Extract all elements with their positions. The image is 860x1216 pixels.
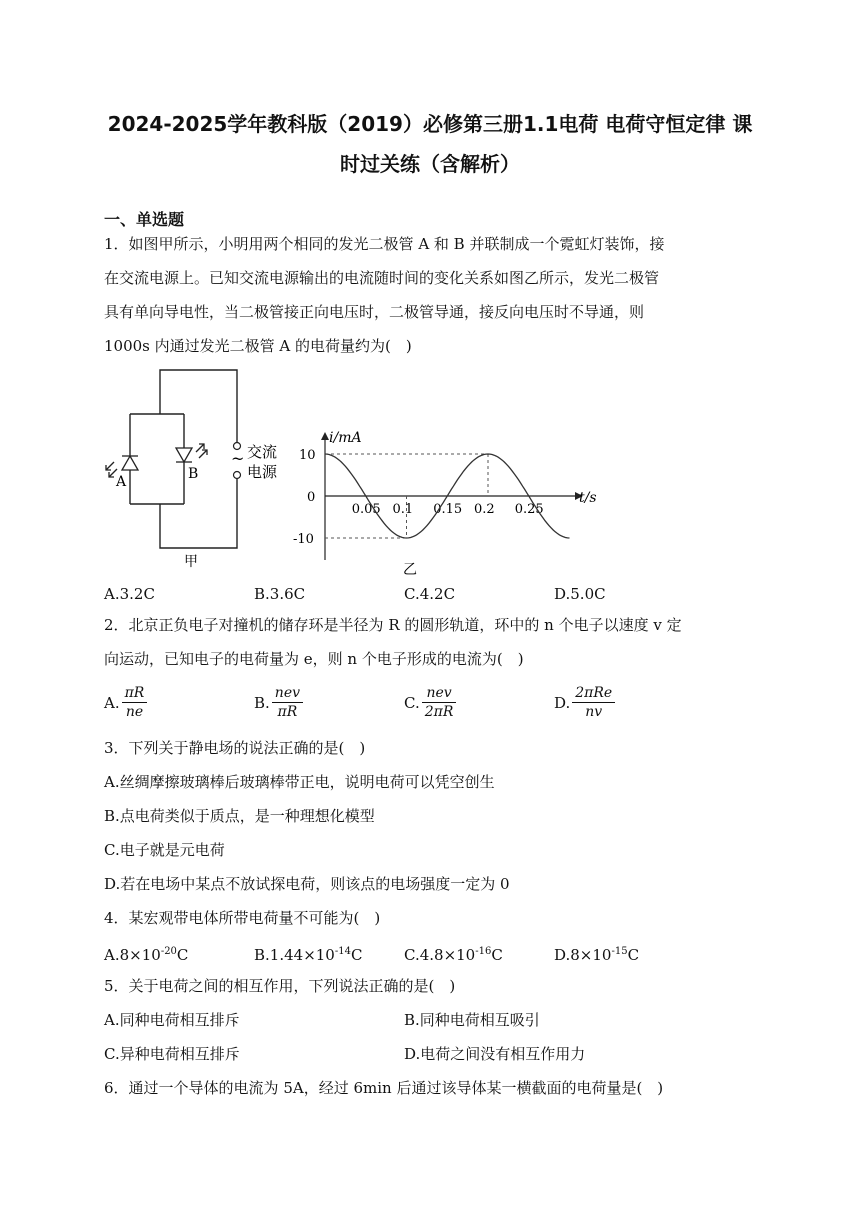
x-tick-label: 0.2: [474, 502, 495, 517]
q2-c-numerator: nev: [422, 684, 457, 703]
caption-jia: 甲: [184, 554, 198, 570]
q2-option-a-letter: A.: [104, 693, 120, 712]
x-axis-label: t/s: [579, 490, 597, 506]
q3-option-a[interactable]: A.丝绸摩擦玻璃棒后玻璃棒带正电，说明电荷可以凭空创生: [104, 773, 495, 791]
q2-option-c[interactable]: [404, 684, 456, 721]
y-tick-label-neg10: -10: [293, 532, 314, 547]
q3-option-b[interactable]: B.点电荷类似于质点，是一种理想化模型: [104, 807, 375, 825]
q5-option-b[interactable]: B.同种电荷相互吸引: [404, 1011, 540, 1029]
x-tick-label: 0.25: [514, 502, 544, 517]
q5-options-row-1: [104, 1009, 744, 1035]
q4-b-unit: C: [350, 946, 363, 964]
q1-stem-line-1: 1．如图甲所示，小明用两个相同的发光二极管 A 和 B 并联制成一个霓虹灯装饰，接: [104, 235, 665, 253]
title-line-1: 2024-2025学年教科版（2019）必修第三册1.1电荷 电荷守恒定律 课: [107, 112, 753, 136]
q4-option-b[interactable]: [254, 941, 362, 966]
q2-stem-line-2: 向运动，已知电子的电荷量为 e，则 n 个电子形成的电流为( ): [104, 650, 524, 668]
q4-c-exponent: -16: [475, 946, 492, 957]
q1-stem-line-2: 在交流电源上。已知交流电源输出的电流随时间的变化关系如图乙所示，发光二极管: [104, 269, 660, 287]
q5-option-a[interactable]: A.同种电荷相互排斥: [104, 1011, 240, 1029]
q4-option-c[interactable]: [404, 941, 503, 966]
q4-c-unit: C: [491, 946, 503, 964]
q4-b-exponent: -14: [334, 946, 351, 957]
circuit-wire-bottom: [160, 478, 237, 548]
q1-option-a[interactable]: A.3.2C: [104, 585, 155, 603]
x-tick-label: 0.05: [351, 502, 381, 517]
terminal-bottom: [234, 472, 241, 479]
q2-b-denominator: πR: [277, 704, 298, 720]
x-tick-label: 0.15: [433, 502, 463, 517]
q2-stem-line-1: 2．北京正负电子对撞机的储存环是半径为 R 的圆形轨道，环中的 n 个电子以速度 v 定: [104, 616, 682, 634]
q1-option-c[interactable]: C.4.2C: [404, 585, 456, 603]
q2-option-a-fraction: [122, 684, 148, 721]
q2-option-d-letter: D.: [554, 693, 571, 712]
q4-a-unit: C: [176, 946, 189, 964]
q4-c-mantissa: C.4.8×10: [404, 946, 476, 964]
q2-d-denominator: nv: [585, 704, 603, 720]
q5-options-row-2: [104, 1043, 744, 1069]
y-tick-label-10: 10: [299, 448, 316, 463]
q4-stem: 4．某宏观带电体所带电荷量不可能为( ): [104, 909, 381, 927]
q1-options: [104, 583, 744, 609]
q4-d-unit: C: [627, 946, 640, 964]
current-time-graph: [285, 420, 605, 580]
y-axis-label: i/mA: [329, 430, 362, 446]
section-heading: 一、单选题: [104, 210, 185, 229]
circuit-diagram: [100, 364, 290, 574]
q4-a-exponent: -20: [160, 946, 177, 957]
q1-stem-line-3: 具有单向导电性，当二极管接正向电压时，二极管导通，接反向电压时不导通，则: [104, 303, 645, 321]
label-a: A: [116, 474, 127, 490]
ac-tilde: ~: [231, 449, 245, 468]
q2-d-numerator: 2πRe: [572, 684, 615, 703]
q1-option-b[interactable]: B.3.6C: [254, 585, 306, 603]
document-title: [90, 104, 770, 184]
q2-c-denominator: 2πR: [424, 704, 454, 720]
q4-d-exponent: -15: [611, 946, 628, 957]
q2-option-c-fraction: [422, 684, 457, 721]
q2-option-b[interactable]: [254, 684, 303, 721]
q5-option-d[interactable]: D.电荷之间没有相互作用力: [404, 1045, 586, 1063]
q4-a-mantissa: A.8×10: [104, 946, 161, 964]
q3-stem: 3．下列关于静电场的说法正确的是( ): [104, 739, 366, 757]
q2-option-a[interactable]: [104, 684, 147, 721]
q2-a-denominator: ne: [125, 704, 144, 720]
caption-yi: 乙: [403, 562, 417, 578]
source-label-1: 交流: [247, 443, 278, 461]
q5-option-c[interactable]: C.异种电荷相互排斥: [104, 1045, 240, 1063]
q4-option-d[interactable]: [554, 941, 639, 966]
q2-option-d-fraction: [572, 684, 615, 721]
circuit-wire-top: [160, 370, 237, 442]
q6-stem: 6．通过一个导体的电流为 5A，经过 6min 后通过该导体某一横截面的电荷量是( ): [104, 1079, 664, 1097]
q4-option-a[interactable]: [104, 941, 188, 966]
origin-label: 0: [307, 490, 316, 505]
q3-option-d[interactable]: D.若在电场中某点不放试探电荷，则该点的电场强度一定为 0: [104, 875, 510, 893]
q2-option-b-letter: B.: [254, 693, 270, 712]
q5-stem: 5．关于电荷之间的相互作用，下列说法正确的是( ): [104, 977, 456, 995]
q4-d-mantissa: D.8×10: [554, 946, 612, 964]
title-line-2: 时过关练（含解析）: [340, 152, 520, 176]
q2-option-b-fraction: [272, 684, 303, 721]
q3-option-c[interactable]: C.电子就是元电荷: [104, 841, 225, 859]
label-b: B: [188, 466, 199, 482]
q2-options: [104, 684, 744, 726]
q4-b-mantissa: B.1.44×10: [254, 946, 335, 964]
q2-a-numerator: πR: [122, 684, 148, 703]
q2-option-d[interactable]: [554, 684, 615, 721]
q1-stem-line-4: 1000s 内通过发光二极管 A 的电荷量约为( ): [104, 337, 412, 355]
q2-option-c-letter: C.: [404, 693, 420, 712]
q2-b-numerator: nev: [272, 684, 303, 703]
x-tick-label: 0.1: [392, 502, 414, 517]
q1-option-d[interactable]: D.5.0C: [554, 585, 606, 603]
diode-b-symbol: [176, 444, 207, 462]
y-axis-arrow: [321, 432, 329, 440]
q4-options: [104, 941, 744, 967]
source-label-2: 电源: [247, 463, 278, 481]
